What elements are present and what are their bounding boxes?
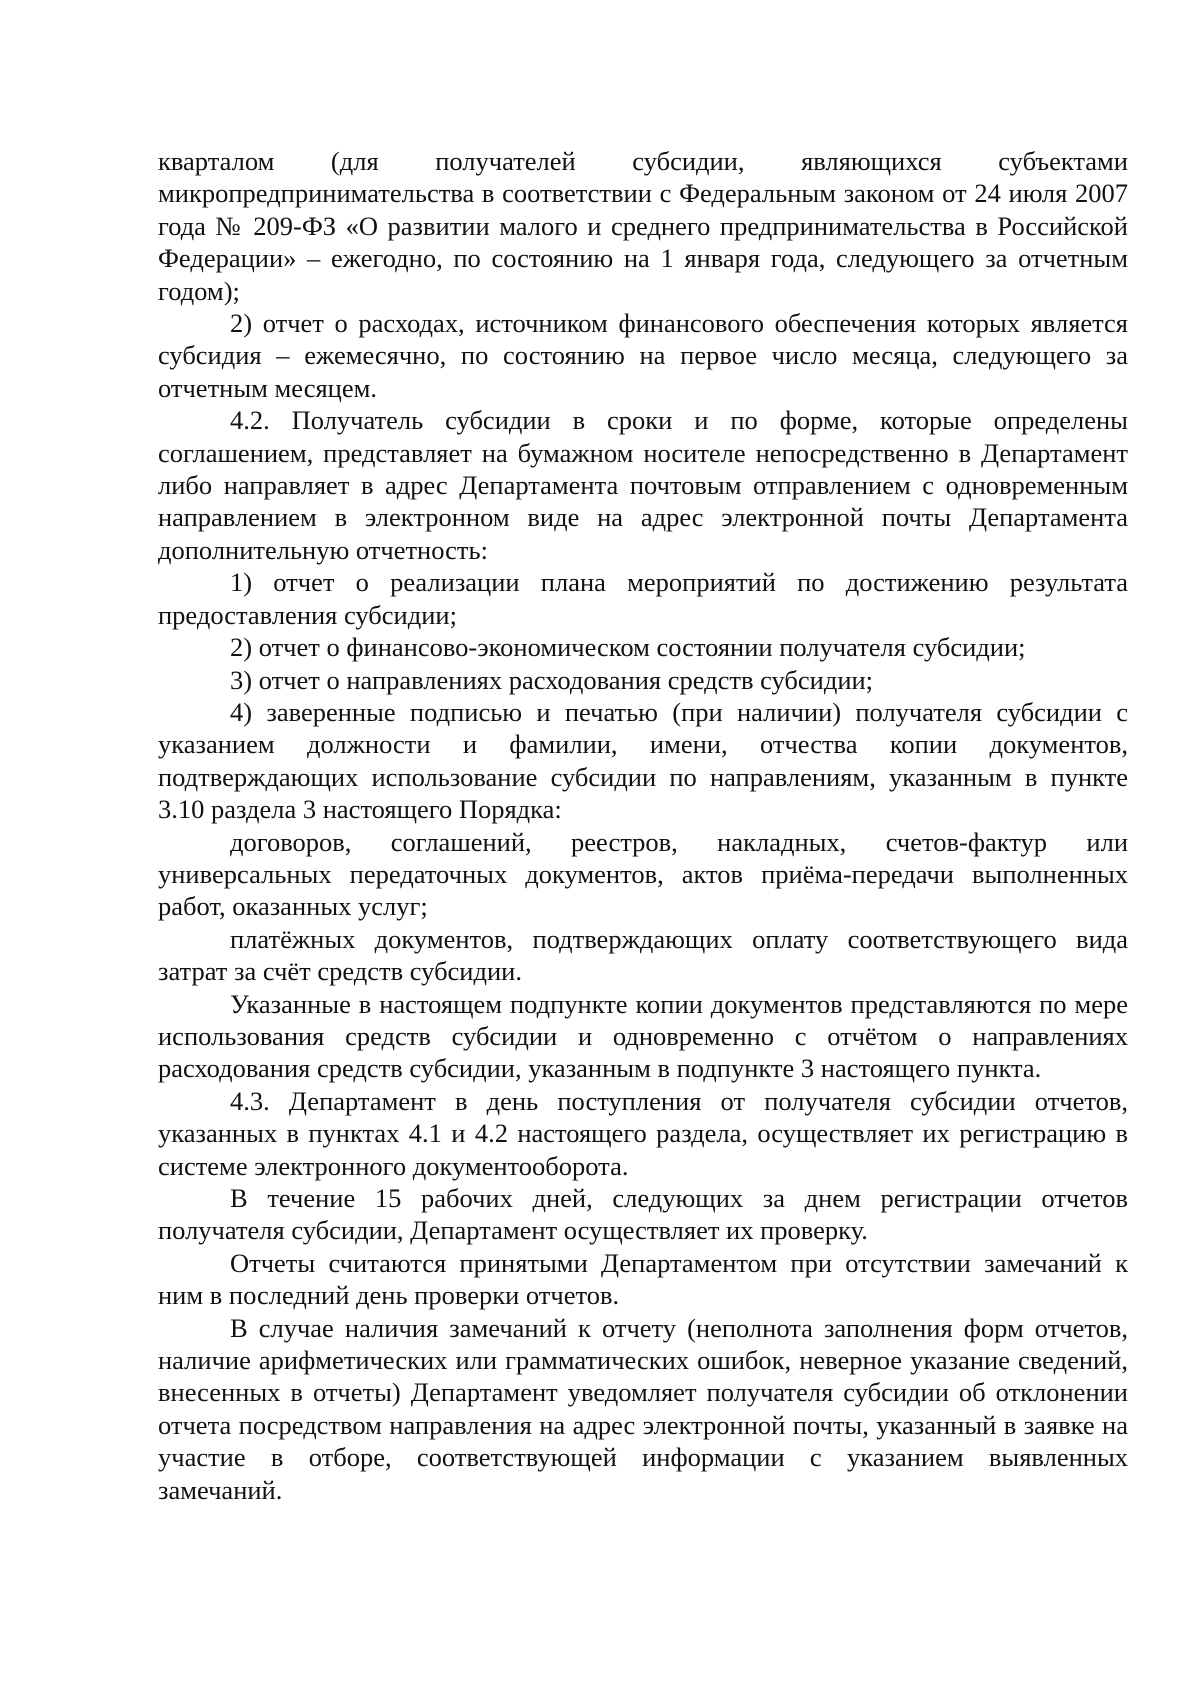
- paragraph-report-1: 1) отчет о реализации плана мероприятий по достижению результата предоставления субсидии;: [158, 567, 1128, 630]
- paragraph-contracts: договоров, соглашений, реестров, накладных, счетов-фактур или универсальных передаточных документов, актов приёма-передачи выполненных работ, оказанных услуг;: [158, 826, 1128, 922]
- paragraph-rejection: В случае наличия замечаний к отчету (неполнота заполнения форм отчетов, наличие арифметических или грамматических ошибок, неверное указание сведений, внесенных в отчеты) Департамент уведомляет получателя субсидии об отклонении отчета посредством направления на адрес электронной почты, указанный в заявке на участие в отборе, соответствующей информации с указанием выявленных замечаний.: [158, 1312, 1128, 1505]
- paragraph-report-3: 3) отчет о направлениях расходования средств субсидии;: [230, 664, 874, 695]
- paragraph-report-4: 4) заверенные подписью и печатью (при наличии) получателя субсидии с указанием должности и фамилии, имени, отчества копии документов, подтверждающих использование субсидии по направлениям, указанным в пункте 3.10 раздела 3 настоящего Порядка:: [158, 696, 1128, 825]
- document-body: [158, 145, 1128, 1506]
- paragraph-report-2: 2) отчет о финансово-экономическом состоянии получателя субсидии;: [230, 632, 1026, 663]
- paragraph-4-2: 4.2. Получатель субсидии в сроки и по форме, которые определены соглашением, представляет на бумажном носителе непосредственно в Департамент либо направляет в адрес Департамента почтовым отправлением с одновременным направлением в электронном виде на адрес электронной почты Департамента дополнительную отчетность:: [158, 405, 1128, 565]
- paragraph-item-2-expense-report: 2) отчет о расходах, источником финансового обеспечения которых является субсидия – ежемесячно, по состоянию на первое число месяца, следующего за отчетным месяцем.: [158, 308, 1128, 403]
- paragraph-payment-documents: платёжных документов, подтверждающих оплату соответствующего вида затрат за счёт средств субсидии.: [158, 923, 1128, 987]
- paragraph-acceptance: Отчеты считаются принятыми Департаментом при отсутствии замечаний к ним в последний день проверки отчетов.: [158, 1247, 1128, 1311]
- paragraph-4-3: 4.3. Департамент в день поступления от получателя субсидии отчетов, указанных в пунктах 4.1 и 4.2 настоящего раздела, осуществляет их регистрацию в системе электронного документооборота.: [158, 1085, 1128, 1181]
- paragraph-review-period: В течение 15 рабочих дней, следующих за днем регистрации отчетов получателя субсидии, Департамент осуществляет их проверку.: [158, 1183, 1128, 1246]
- paragraph-copies-submission: Указанные в настоящем подпункте копии документов представляются по мере использования средств субсидии и одновременно с отчётом о направлениях расходования средств субсидии, указанным в подпункте 3 настоящего пункта.: [158, 988, 1128, 1084]
- paragraph-continuation: кварталом (для получателей субсидии, являющихся субъектами микропредпринимательства в соответствии с Федеральным законом от 24 июля 2007 года № 209-ФЗ «О развитии малого и среднего предпринимательства в Российской Федерации» – ежегодно, по состоянию на 1 января года, следующего за отчетным годом);: [158, 146, 1128, 306]
